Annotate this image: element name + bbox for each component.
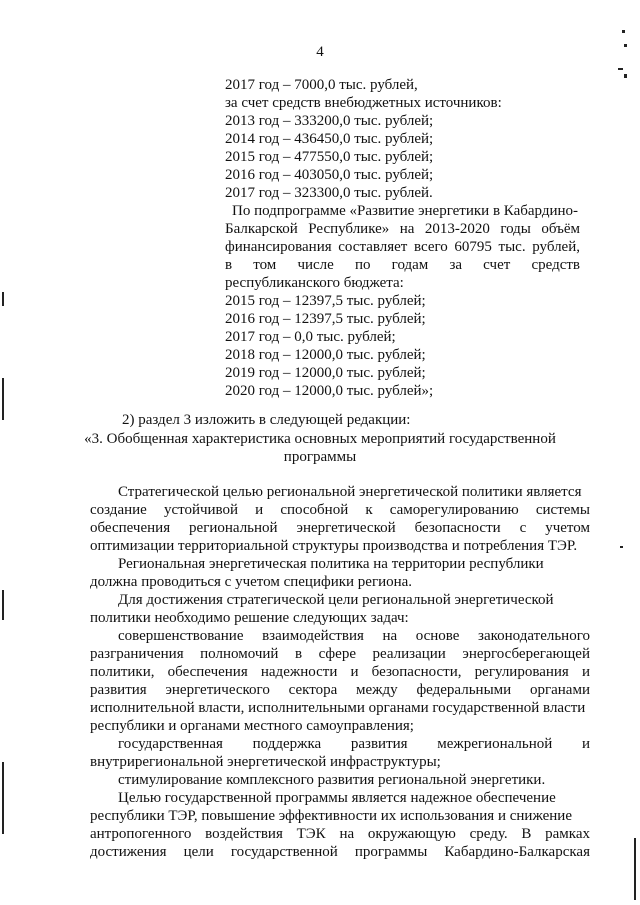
amendment-intro: 2) раздел 3 изложить в следующей редакции: (122, 412, 411, 428)
text-line: республики и органами местного самоуправления; (90, 718, 414, 734)
text-line: финансирования составляет всего 60795 тыс. рублей, (225, 239, 580, 255)
text-line: 2018 год – 12000,0 тыс. рублей; (225, 347, 426, 363)
text-line: 2016 год – 403050,0 тыс. рублей; (225, 167, 434, 183)
section-heading-line-2: программы (283, 449, 357, 465)
text-line: за счет средств внебюджетных источников: (225, 95, 502, 111)
section-heading-line-1: «3. Обобщенная характеристика основных мероприятий государственной (84, 431, 556, 447)
text-line: Стратегической целью региональной энергетической политики является (118, 484, 582, 500)
text-line: оптимизации территориальной структуры производства и потребления ТЭР. (90, 538, 578, 554)
scan-mark (624, 44, 627, 47)
text-line: развития энергетического сектора между федеральными органами (90, 682, 590, 698)
scan-mark (2, 762, 4, 834)
text-line: 2016 год – 12397,5 тыс. рублей; (225, 311, 426, 327)
scan-mark (2, 590, 4, 620)
text-line: 2017 год – 323300,0 тыс. рублей. (225, 185, 433, 201)
text-line: Региональная энергетическая политика на территории республики (118, 556, 544, 572)
text-line: 2017 год – 7000,0 тыс. рублей, (225, 77, 418, 93)
text-line: 2020 год – 12000,0 тыс. рублей»; (225, 383, 434, 399)
scan-mark (2, 292, 4, 306)
scan-mark (2, 378, 4, 420)
text-line: стимулирование комплексного развития региональной энергетики. (118, 772, 546, 788)
text-line: 2013 год – 333200,0 тыс. рублей; (225, 113, 434, 129)
text-line: 2017 год – 0,0 тыс. рублей; (225, 329, 396, 345)
text-line: достижения цели государственной программы Кабардино-Балкарская (90, 844, 590, 860)
text-line: 2019 год – 12000,0 тыс. рублей; (225, 365, 426, 381)
text-line: внутрирегиональной энергетической инфраструктуры; (90, 754, 441, 770)
scan-mark (634, 838, 636, 900)
text-line: исполнительной власти, исполнительными органами государственной власти (90, 700, 586, 716)
text-line: 2015 год – 12397,5 тыс. рублей; (225, 293, 426, 309)
scan-mark (622, 30, 625, 33)
text-line: обеспечения региональной энергетической безопасности с учетом (90, 520, 590, 536)
text-line: политики необходимо решение следующих задач: (90, 610, 409, 626)
text-line: По подпрограмме «Развитие энергетики в Кабардино- (232, 203, 579, 219)
scan-mark (620, 546, 623, 548)
text-line: Балкарской Республике» на 2013-2020 годы объём (225, 221, 580, 237)
scan-mark (618, 68, 623, 70)
text-line: 2015 год – 477550,0 тыс. рублей; (225, 149, 434, 165)
text-line: антропогенного воздействия ТЭК на окружающую среду. В рамках (90, 826, 590, 842)
text-line: в том числе по годам за счет средств (225, 257, 580, 273)
text-line: республики ТЭР, повышение эффективности их использования и снижение (90, 808, 572, 824)
page-number: 4 (316, 44, 324, 60)
text-line: должна проводиться с учетом специфики региона. (90, 574, 413, 590)
text-line: Для достижения стратегической цели региональной энергетической (118, 592, 554, 608)
text-line: 2014 год – 436450,0 тыс. рублей; (225, 131, 434, 147)
text-line: создание устойчивой и способной к саморегулированию системы (90, 502, 590, 518)
scan-mark (624, 74, 627, 78)
text-line: государственная поддержка развития межрегиональной и (118, 736, 590, 752)
text-line: совершенствование взаимодействия на основе законодательного (118, 628, 590, 644)
text-line: политики, обеспечения надежности и безопасности, регулирования и (90, 664, 590, 680)
text-line: республиканского бюджета: (225, 275, 404, 291)
text-line: разграничения полномочий в сфере реализации энергосберегающей (90, 646, 590, 662)
text-line: Целью государственной программы является надежное обеспечение (118, 790, 556, 806)
